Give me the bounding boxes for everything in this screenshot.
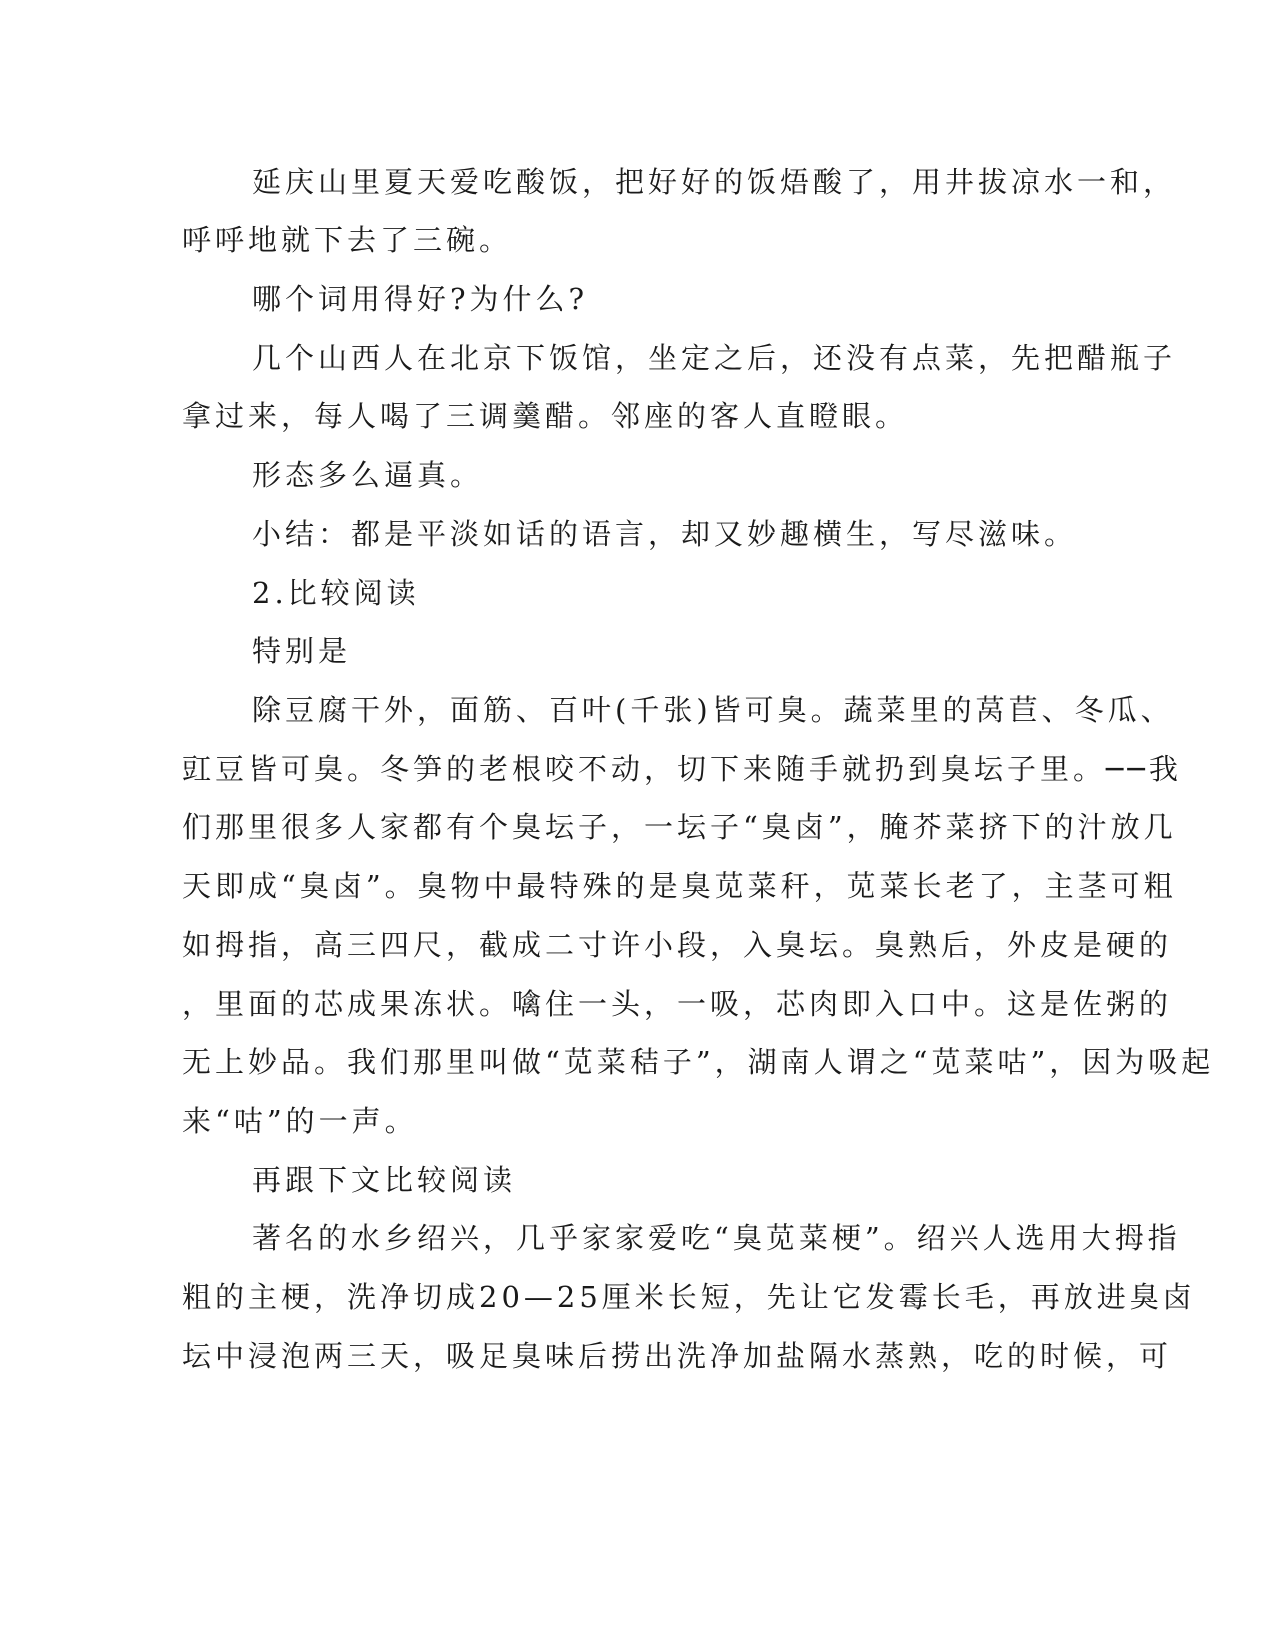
text-line-17: 来“咕”的一声。 [182, 1104, 418, 1138]
text-line-21: 坛中浸泡两三天，吸足臭味后捞出洗净加盐隔水蒸熟，吃的时候，可 [182, 1339, 1173, 1373]
text-line-10: 除豆腐干外，面筋、百叶(千张)皆可臭。蔬菜里的莴苣、冬瓜、 [252, 693, 1174, 727]
section-heading: 2.比较阅读 [252, 576, 420, 610]
text-line-6: 形态多么逼真。 [252, 458, 484, 492]
text-line-5: 拿过来，每人喝了三调羹醋。邻座的客人直瞪眼。 [182, 399, 909, 433]
text-line-19: 著名的水乡绍兴，几乎家家爱吃“臭苋菜梗”。绍兴人选用大拇指 [252, 1221, 1181, 1255]
text-line-9: 特别是 [252, 634, 352, 668]
text-line-18: 再跟下文比较阅读 [252, 1163, 517, 1197]
text-line-7: 小结：都是平淡如话的语言，却又妙趣横生，写尽滋味。 [252, 517, 1078, 551]
text-line-11: 豇豆皆可臭。冬笋的老根咬不动，切下来随手就扔到臭坛子里。──我 [182, 752, 1182, 786]
text-line-16: 无上妙品。我们那里叫做“苋菜秸子”，湖南人谓之“苋菜咕”，因为吸起 [182, 1045, 1215, 1079]
text-line-13: 天即成“臭卤”。臭物中最特殊的是臭苋菜秆，苋菜长老了，主茎可粗 [182, 869, 1177, 903]
text-line-12: 们那里很多人家都有个臭坛子，一坛子“臭卤”，腌芥菜挤下的汁放几 [182, 810, 1177, 844]
text-line-3: 哪个词用得好?为什么? [252, 282, 589, 316]
text-line-4: 几个山西人在北京下饭馆，坐定之后，还没有点菜，先把醋瓶子 [252, 341, 1177, 375]
text-line-14: 如拇指，高三四尺，截成二寸许小段，入臭坛。臭熟后，外皮是硬的 [182, 928, 1173, 962]
text-line-15: ，里面的芯成果冻状。噙住一头，一吸，芯肉即入口中。这是佐粥的 [182, 987, 1173, 1021]
text-line-1: 延庆山里夏天爱吃酸饭，把好好的饭焐酸了，用井拔凉水一和， [252, 165, 1177, 199]
text-line-2: 呼呼地就下去了三碗。 [182, 223, 513, 257]
text-line-20: 粗的主梗，洗净切成20—25厘米长短，先让它发霉长毛，再放进臭卤 [182, 1280, 1196, 1314]
